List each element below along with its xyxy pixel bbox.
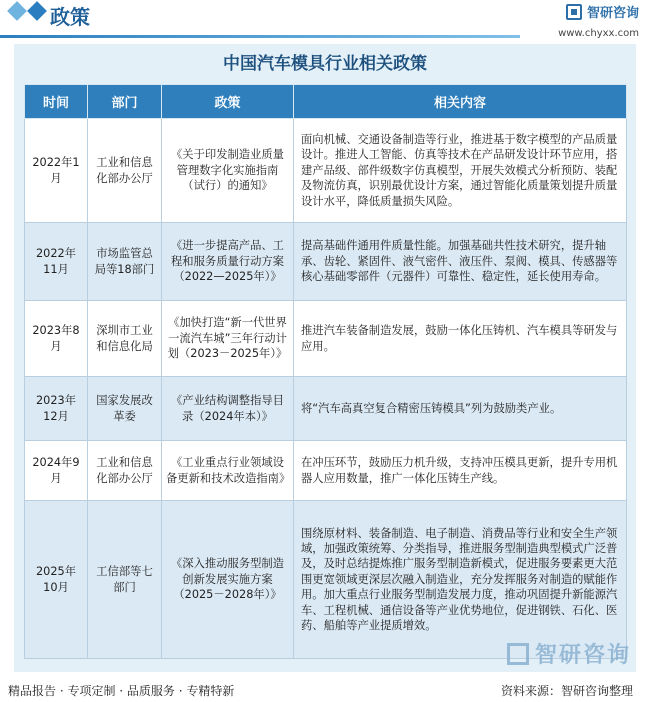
table-row [25,501,627,659]
watermark-text: 智研咨询 [534,643,631,668]
site-url: www.chyxx.com [558,28,639,39]
site-bar [0,30,649,42]
table-row [25,119,627,223]
column-header-content: 相关内容 [294,85,627,119]
cell-policy: 《进一步提高产品、工程和服务质量行动方案（2022—2025年）》 [162,223,294,301]
cell-policy: 《加快打造“新一代世界一流汽车城”三年行动计划（2023－2025年）》 [162,301,294,377]
footer-services: 精品报告 · 专项定制 · 品质服务 · 专精特新 [8,684,235,698]
cell-policy: 《产业结构调整指导目录（2024年本）》 [162,377,294,441]
table-header-row [25,85,627,119]
cell-content: 在冲压环节，鼓励压力机升级，支持冲压模具更新，提升专用机器人应用数量，推广一体化压铸生产线。 [294,441,627,501]
brand-logo-icon [566,4,582,20]
section-title: 政策 [50,5,90,29]
cell-time: 2023年8月 [25,301,88,377]
brand-name: 智研咨询 [586,6,639,21]
table-row [25,301,627,377]
cell-content: 提高基础件通用件质量性能。加强基础共性技术研究，提升轴承、齿轮、紧固件、液气密件、液压件、泵阀、模具、传感器等核心基础零部件（元器件）可靠性、稳定性，延长使用寿命。 [294,223,627,301]
cell-policy: 《关于印发制造业质量管理数字化实施指南（试行）的通知》 [162,119,294,223]
footer [0,676,649,702]
cell-content: 将“汽车高真空复合精密压铸模具”列为鼓励类产业。 [294,377,627,441]
column-header-dept: 部门 [88,85,162,119]
cell-policy: 《深入推动服务型制造创新发展实施方案（2025－2028年）》 [162,501,294,659]
table-row [25,441,627,501]
cell-dept: 工业和信息化部办公厅 [88,441,162,501]
cell-time: 2022年11月 [25,223,88,301]
cell-dept: 深圳市工业和信息化局 [88,301,162,377]
table-row [25,223,627,301]
cell-content: 围绕原材料、装备制造、电子制造、消费品等行业和安全生产领域，加强政策统筹、分类指导，推进服务型制造典型模式广泛普及，及时总结提炼推广服务型制造新模式，促进服务要素更大范围更宽领域更深层次融入制造业，充分发挥服务对制造的赋能作用。加大重点行业服务型制造发展力度，推动巩固提升新能源汽车、工程机械、通信设备等产业优势地位，促进钢铁、石化、医药、船舶等产业提质增效。 [294,501,627,659]
section-marker-icon [10,4,50,18]
cell-dept: 工信部等七部门 [88,501,162,659]
cell-time: 2024年9月 [25,441,88,501]
cell-content: 面向机械、交通设备制造等行业，推进基于数字模型的产品质量设计。推进人工智能、仿真等技术在产品研发设计环节应用，搭建产品级、部件级数字仿真模型，开展失效模式分析预防、装配及物流仿真，识别最优设计方案，通过智能化质量策划提升质量设计水平，降低质量损失风险。 [294,119,627,223]
brand-logo [566,2,639,21]
cell-time: 2025年10月 [25,501,88,659]
cell-policy: 《工业重点行业领域设备更新和技术改造指南》 [162,441,294,501]
column-header-policy: 政策 [162,85,294,119]
table-title: 中国汽车模具行业相关政策 [223,54,427,74]
cell-dept: 国家发展改革委 [88,377,162,441]
watermark-icon [507,643,529,665]
policy-table [24,84,627,659]
cell-dept: 工业和信息化部办公厅 [88,119,162,223]
cell-time: 2023年12月 [25,377,88,441]
cell-dept: 市场监管总局等18部门 [88,223,162,301]
footer-source: 资料来源：智研咨询整理 [500,684,633,698]
policy-card [14,44,636,672]
watermark-logo [507,638,631,669]
divider-line [0,35,520,38]
table-row [25,377,627,441]
column-header-time: 时间 [25,85,88,119]
top-bar [0,0,649,30]
cell-content: 推进汽车装备制造发展，鼓励一体化压铸机、汽车模具等研发与应用。 [294,301,627,377]
cell-time: 2022年1月 [25,119,88,223]
